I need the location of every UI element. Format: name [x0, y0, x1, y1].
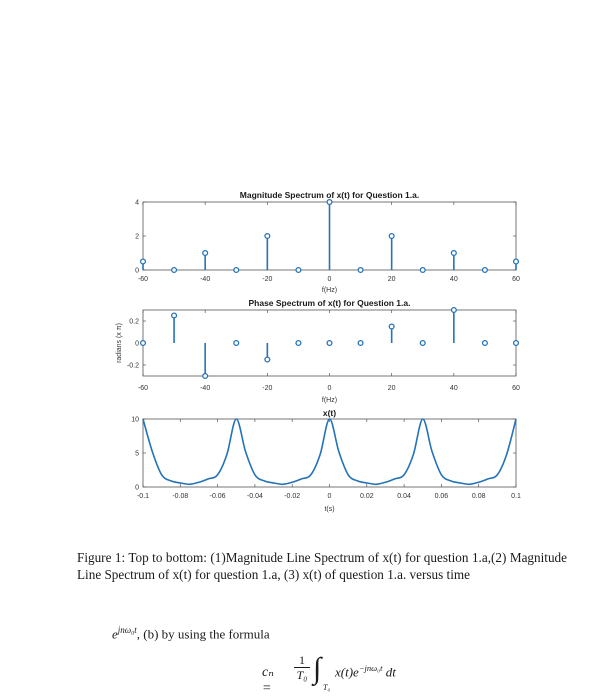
phase-stem-marker: [451, 308, 456, 313]
integrand-tail: dt: [385, 664, 396, 680]
time-x-tick-label: 0.06: [434, 493, 449, 500]
integrand-base: x(t)e: [335, 664, 359, 680]
magnitude-stem-marker: [296, 268, 301, 273]
time-x-tick-label: 0.1: [511, 493, 521, 500]
magnitude-y-tick-label: 0: [135, 267, 139, 275]
phase-y-tick-label: 0.2: [129, 318, 139, 326]
phase-stem-marker: [483, 341, 488, 346]
phase-stem-marker: [141, 341, 146, 346]
phase-chart-title: Phase Spectrum of x(t) for Question 1.a.: [248, 298, 411, 308]
phase-x-axis-label: f(Hz): [321, 397, 338, 404]
magnitude-x-tick-label: 40: [449, 276, 458, 283]
phase-x-tick-label: -20: [262, 385, 273, 392]
phase-stem-marker: [296, 341, 301, 346]
magnitude-x-tick-label: 60: [512, 276, 520, 283]
magnitude-x-axis-label: f(Hz): [321, 287, 338, 294]
magnitude-stem-marker: [451, 251, 456, 256]
magnitude-stem-marker: [265, 234, 270, 239]
phase-y-axis-label: radians (x π): [116, 323, 123, 363]
phase-x-tick-label: 40: [449, 385, 458, 392]
integrand-exponent: −jnω₀t: [358, 663, 383, 673]
magnitude-stem-marker: [234, 268, 239, 273]
magnitude-x-tick-label: 20: [387, 276, 396, 283]
time-y-tick-label: 5: [135, 450, 139, 458]
time-y-tick-label: 10: [131, 416, 139, 424]
phase-x-tick-label: -60: [137, 385, 149, 392]
phase-stem-marker: [420, 341, 425, 346]
time-plot: [143, 419, 516, 487]
phase-x-tick-label: 0: [327, 385, 332, 392]
magnitude-stem-marker: [514, 259, 519, 264]
formula-numerator: 1: [294, 653, 310, 668]
phase-stem-marker: [514, 341, 519, 346]
formula-intro-text: , (b) by using the formula: [136, 626, 270, 642]
phase-stem-marker: [234, 341, 239, 346]
time-chart-title: x(t): [322, 408, 337, 418]
time-x-tick-label: -0.04: [246, 493, 263, 500]
magnitude-plot: [141, 200, 519, 273]
formula-intro-base: e: [112, 626, 118, 642]
magnitude-x-tick-label: -60: [137, 276, 149, 283]
time-axes-box: [143, 419, 516, 487]
magnitude-stem-marker: [420, 268, 425, 273]
phase-stem-marker: [172, 313, 177, 318]
formula-lhs: cₙ =: [262, 665, 274, 696]
time-x-tick-label: -0.08: [172, 493, 189, 500]
magnitude-y-tick-label: 2: [135, 233, 139, 241]
formula-intro-exponent: jnω₀t: [117, 625, 137, 635]
time-x-axis-label: t(s): [324, 506, 335, 513]
time-y-tick-label: 0: [135, 484, 139, 492]
magnitude-stem-marker: [358, 268, 363, 273]
magnitude-x-tick-label: 0: [327, 276, 332, 283]
phase-x-tick-label: 60: [512, 385, 520, 392]
formula-denominator: T₀: [296, 668, 308, 682]
formula-integrand: [335, 663, 396, 680]
magnitude-x-tick-label: -20: [262, 276, 273, 283]
time-x-tick-label: -0.02: [284, 493, 301, 500]
integral-sign: ∫: [313, 652, 322, 685]
magnitude-stem-marker: [483, 268, 488, 273]
phase-y-tick-label: 0: [135, 340, 139, 348]
magnitude-stem-marker: [141, 259, 146, 264]
magnitude-stem-marker: [172, 268, 177, 273]
time-x-tick-label: 0.08: [471, 493, 486, 500]
magnitude-stem-marker: [389, 234, 394, 239]
time-x-tick-label: 0.02: [359, 493, 374, 500]
magnitude-stem-marker: [327, 200, 332, 205]
magnitude-stem-marker: [203, 251, 208, 256]
phase-stem-marker: [203, 374, 208, 379]
phase-stem-marker: [327, 341, 332, 346]
figure-caption: Figure 1: Top to bottom: (1)Magnitude Line Spectrum of x(t) for question 1.a,(2) Magnitude Line Spectrum of x(t) for question 1.a, (3) x(t) of question 1.a. versus time: [77, 550, 567, 582]
time-x-tick-label: 0: [327, 493, 332, 500]
magnitude-x-tick-label: -40: [200, 276, 211, 283]
formula-intro: [112, 625, 270, 642]
time-x-tick-label: -0.06: [209, 493, 226, 500]
phase-stem-marker: [358, 341, 363, 346]
magnitude-y-tick-label: 4: [135, 199, 139, 207]
formula-fraction: [294, 653, 310, 683]
phase-x-tick-label: 20: [387, 385, 396, 392]
time-x-tick-label: -0.1: [136, 493, 150, 500]
phase-x-tick-label: -40: [200, 385, 211, 392]
magnitude-chart-title: Magnitude Spectrum of x(t) for Question 1.a.: [239, 190, 420, 200]
phase-y-tick-label: -0.2: [126, 362, 139, 370]
integral-subscript: T₀: [323, 683, 331, 692]
phase-stem-marker: [389, 324, 394, 329]
time-x-tick-label: 0.04: [397, 493, 411, 500]
phase-stem-marker: [265, 357, 270, 362]
phase-plot: [141, 308, 519, 379]
